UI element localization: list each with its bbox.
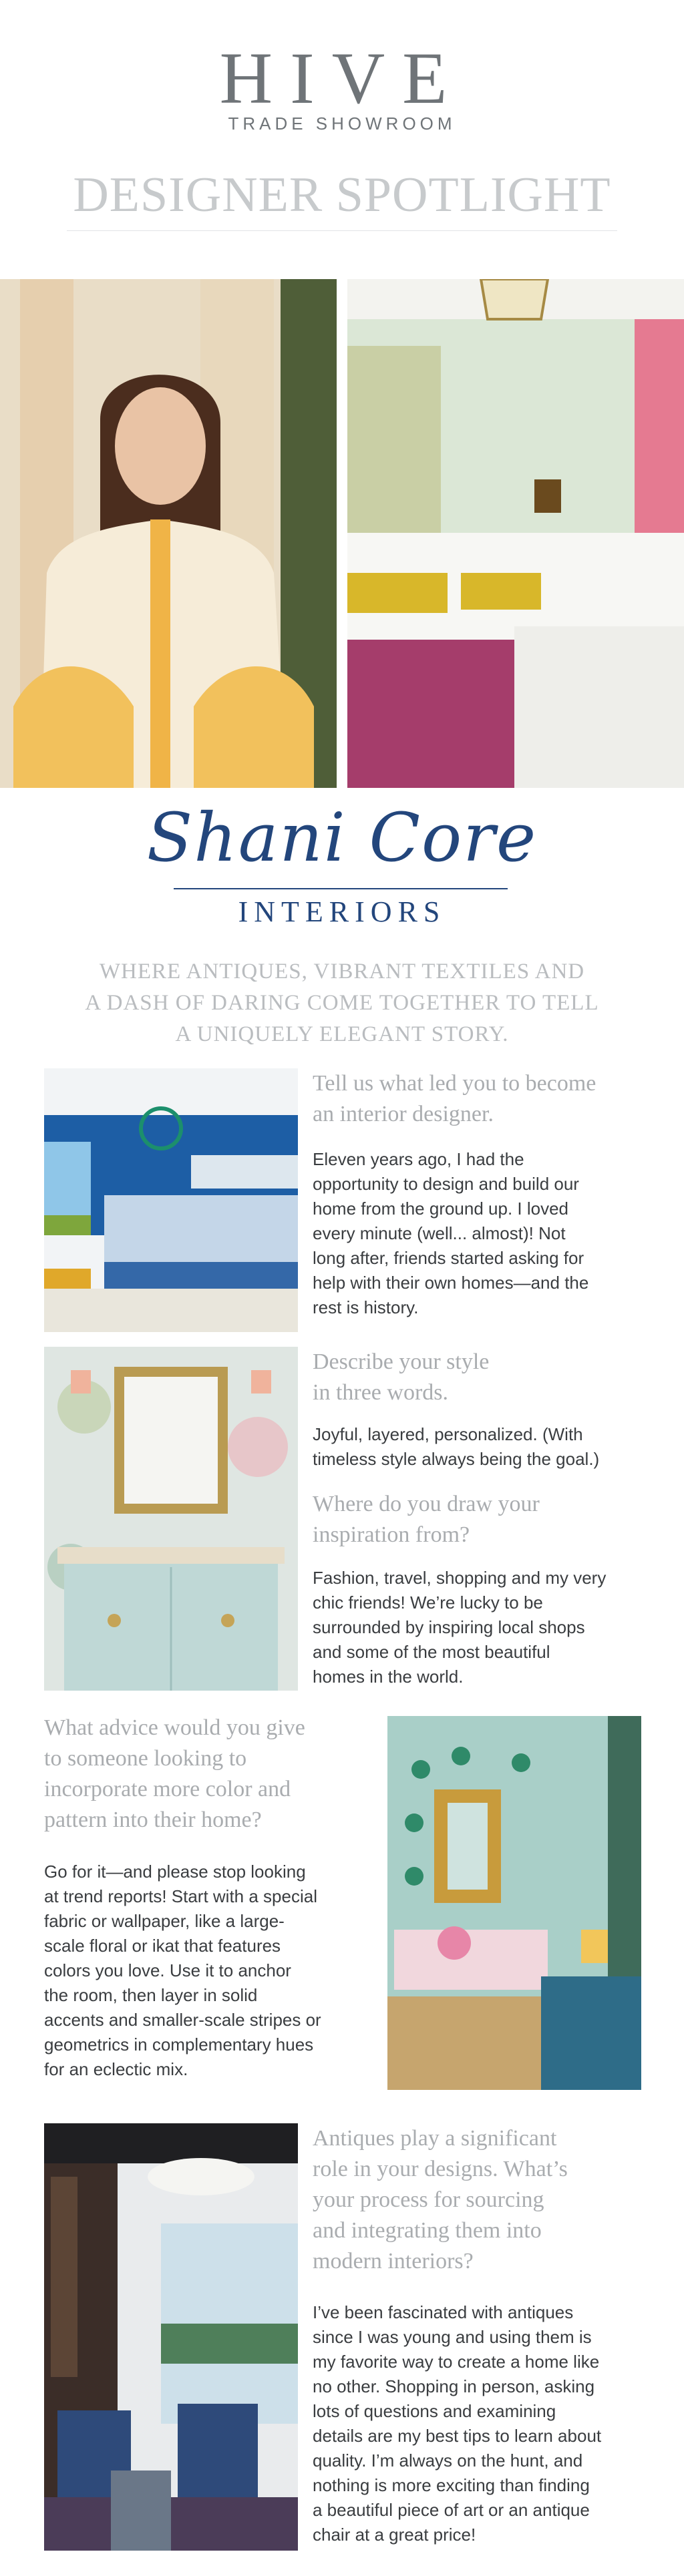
answer-line: Eleven years ago, I had the bbox=[313, 1149, 524, 1169]
answer-line: rest is history. bbox=[313, 1297, 419, 1317]
question-heading bbox=[313, 2123, 660, 2277]
answer-line: fabric or wallpaper, like a large- bbox=[44, 1911, 285, 1931]
tagline bbox=[0, 956, 684, 1050]
answer-line: long after, friends started asking for bbox=[313, 1248, 584, 1268]
answer-line: since I was young and using them is bbox=[313, 2327, 592, 2347]
answer-line: scale floral or ikat that features bbox=[44, 1936, 281, 1956]
answer-line: help with their own homes—and the bbox=[313, 1273, 589, 1293]
answer-text bbox=[313, 1422, 660, 1472]
tagline-line: A DASH OF DARING COME TOGETHER TO TELL bbox=[85, 991, 599, 1015]
question-line: your process for sourcing bbox=[313, 2187, 544, 2212]
question-line: to someone looking to bbox=[44, 1746, 247, 1771]
question-line: incorporate more color and bbox=[44, 1777, 291, 1801]
question-line: Tell us what led you to become bbox=[313, 1071, 596, 1096]
logo-underline bbox=[174, 888, 508, 889]
bedroom-photo-image bbox=[347, 279, 684, 788]
answer-line: and some of the most beautiful bbox=[313, 1642, 550, 1662]
answer-line: surrounded by inspiring local shops bbox=[313, 1617, 585, 1637]
answer-text bbox=[44, 1860, 378, 2082]
answer-text bbox=[313, 2300, 660, 2547]
answer-line: quality. I’m always on the hunt, and bbox=[313, 2450, 583, 2471]
question-line: Describe your style bbox=[313, 1349, 490, 1374]
question-line: pattern into their home? bbox=[44, 1807, 262, 1832]
question-heading bbox=[44, 1713, 378, 1836]
question-line: in three words. bbox=[313, 1380, 449, 1405]
answer-line: details are my best tips to learn about bbox=[313, 2426, 602, 2446]
living-room-image bbox=[387, 1716, 641, 2090]
question-heading bbox=[313, 1068, 660, 1130]
question-line: an interior designer. bbox=[313, 1102, 494, 1126]
blue-bedroom-image bbox=[44, 1068, 298, 1332]
answer-line: homes in the world. bbox=[313, 1667, 464, 1687]
question-line: modern interiors? bbox=[313, 2249, 474, 2274]
section-title: DESIGNER SPOTLIGHT bbox=[73, 168, 611, 222]
question-line: Antiques play a significant bbox=[313, 2126, 557, 2151]
tagline-line: WHERE ANTIQUES, VIBRANT TEXTILES AND bbox=[99, 959, 585, 984]
answer-line: Go for it—and please stop looking bbox=[44, 1862, 306, 1882]
answer-line: Fashion, travel, shopping and my very bbox=[313, 1568, 607, 1588]
answer-line: accents and smaller-scale stripes or bbox=[44, 2010, 321, 2030]
brand-title: HIVE bbox=[219, 37, 465, 119]
answer-line: chic friends! We’re lucky to be bbox=[313, 1592, 543, 1613]
question-line: inspiration from? bbox=[313, 1522, 470, 1547]
question-line: role in your designs. What’s bbox=[313, 2157, 568, 2181]
answer-line: timeless style always being the goal.) bbox=[313, 1449, 600, 1469]
answer-line: my favorite way to create a home like bbox=[313, 2352, 600, 2372]
question-line: and integrating them into bbox=[313, 2218, 542, 2243]
tagline-line: A UNIQUELY ELEGANT STORY. bbox=[175, 1022, 509, 1046]
answer-line: Joyful, layered, personalized. (With bbox=[313, 1424, 583, 1444]
question-heading bbox=[313, 1489, 660, 1550]
answer-line: a beautiful piece of art or an antique bbox=[313, 2500, 590, 2520]
answer-line: for an eclectic mix. bbox=[44, 2059, 188, 2079]
answer-line: no other. Shopping in person, asking bbox=[313, 2376, 595, 2396]
question-line: Where do you draw your bbox=[313, 1492, 540, 1516]
answer-line: every minute (well... almost)! Not bbox=[313, 1223, 566, 1243]
logo-script: Shani Core bbox=[146, 799, 538, 877]
answer-line: opportunity to design and build our bbox=[313, 1174, 579, 1194]
answer-line: at trend reports! Start with a special bbox=[44, 1886, 317, 1906]
question-line: What advice would you give bbox=[44, 1715, 305, 1740]
answer-line: geometrics in complementary hues bbox=[44, 2034, 314, 2055]
answer-line: home from the ground up. I loved bbox=[313, 1199, 569, 1219]
answer-line: the room, then layer in solid bbox=[44, 1985, 258, 2005]
answer-line: lots of questions and examining bbox=[313, 2401, 556, 2421]
lounge-image bbox=[44, 2123, 298, 2551]
powder-room-image bbox=[44, 1347, 298, 1691]
answer-line: I’ve been fascinated with antiques bbox=[313, 2302, 574, 2322]
answer-text bbox=[313, 1566, 660, 1689]
answer-text bbox=[313, 1147, 660, 1320]
answer-line: chair at a great price! bbox=[313, 2525, 476, 2545]
logo-subtitle: INTERIORS bbox=[238, 895, 446, 928]
designer-portrait-image bbox=[0, 279, 337, 788]
divider bbox=[67, 230, 617, 231]
question-heading bbox=[313, 1347, 660, 1408]
answer-line: colors you love. Use it to anchor bbox=[44, 1960, 291, 1980]
answer-line: nothing is more exciting than finding bbox=[313, 2475, 590, 2495]
brand-subtitle: TRADE SHOWROOM bbox=[228, 114, 456, 134]
